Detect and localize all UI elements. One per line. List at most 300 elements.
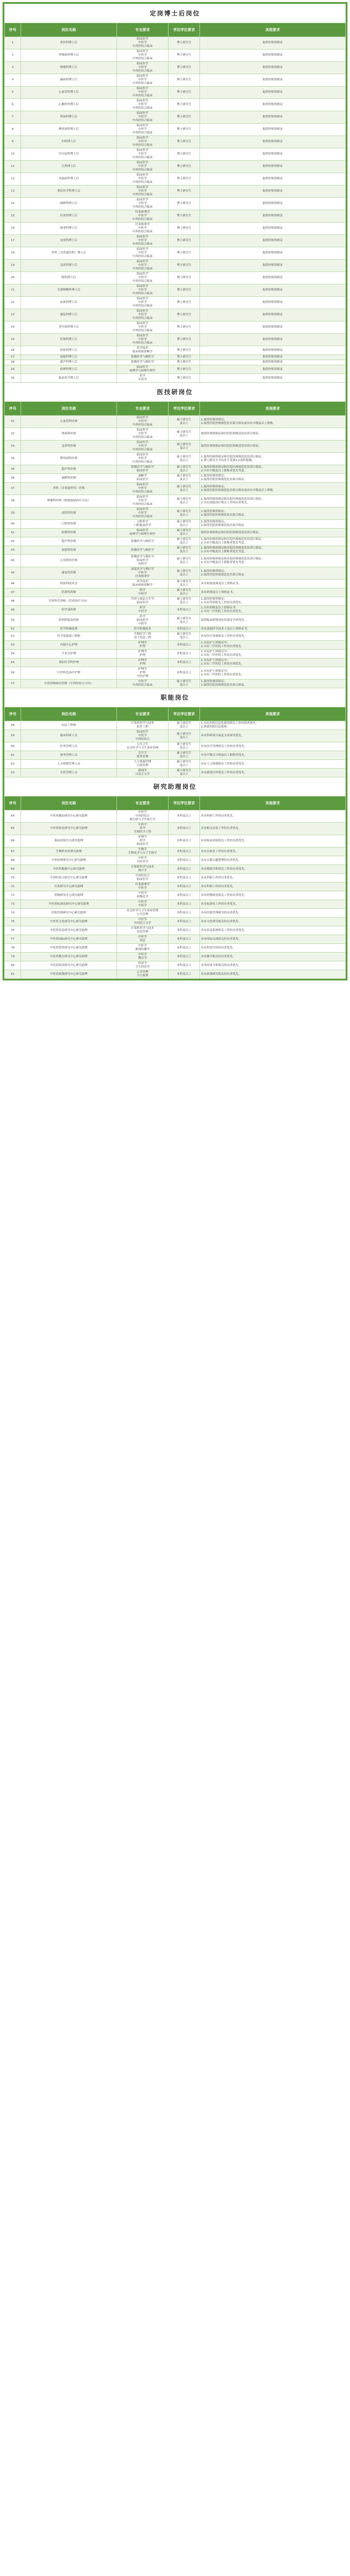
- seq-cell: 50: [5, 615, 21, 627]
- position-name-cell: 医学装备部工程师: [21, 632, 116, 641]
- other-requirement-cell: 1.取得医师资格证； 2.取得住院医师规范化培训合格证。: [199, 474, 345, 483]
- major-requirement-cell: 中医学 中西医结合临床: [116, 680, 169, 688]
- degree-requirement-cell: 博士研究生: [169, 124, 199, 136]
- seq-cell: 19: [5, 260, 21, 272]
- column-header: 岗位名称: [21, 796, 116, 810]
- degree-requirement-cell: 本科及以上: [169, 810, 199, 823]
- table-row: [5, 848, 346, 856]
- table-row: [5, 321, 346, 334]
- degree-requirement-cell: 本科及以上: [169, 883, 199, 891]
- other-requirement-cell: 取得医师资格证: [199, 111, 345, 124]
- major-requirement-cell: 护理学 护理 中医护理: [116, 667, 169, 680]
- position-name-cell: 急诊科博士后: [21, 260, 116, 272]
- seq-cell: 1: [5, 37, 21, 49]
- table-row: [5, 507, 346, 520]
- other-requirement-cell: 取得医师资格证: [199, 365, 345, 374]
- degree-requirement-cell: 博士研究生: [169, 49, 199, 62]
- other-requirement-cell: 1.取得医师资格证和住院医师规范化培训合格证； 2.博士研究生学历者不受第2点条件限制。: [199, 453, 345, 465]
- seq-cell: 22: [5, 297, 21, 309]
- seq-cell: 8: [5, 124, 21, 136]
- other-requirement-cell: 具有医院管理研究经历者优先。: [199, 909, 345, 918]
- degree-requirement-cell: 博士研究生: [169, 374, 199, 383]
- other-requirement-cell: 1.具有护士资格证书； 2.具有三甲医院工作经历者优先。: [199, 641, 345, 650]
- position-name-cell: 药物研发中心研究助理: [21, 891, 116, 900]
- table-header-row: [5, 23, 346, 37]
- table-row: [5, 520, 346, 529]
- seq-cell: 40: [5, 520, 21, 529]
- table-row: [5, 874, 346, 883]
- position-name-cell: 放射科博士后: [21, 355, 116, 360]
- column-header: 序号: [5, 707, 21, 721]
- position-name-cell: 超声科医师: [21, 465, 116, 474]
- degree-requirement-cell: 博士研究生: [169, 235, 199, 247]
- other-requirement-cell: 具有新闻宣传相关工作经历者优先。: [199, 769, 345, 777]
- section-title: 职能岗位: [5, 688, 346, 707]
- table-row: [5, 374, 346, 383]
- other-requirement-cell: 取得医师资格证: [199, 355, 345, 360]
- other-requirement-cell: 取得医师资格证: [199, 297, 345, 309]
- position-name-cell: 中医药数据中心研究助理: [21, 865, 116, 874]
- position-name-cell: 中医经典病房医师（中西医结合方向）: [21, 680, 116, 688]
- major-requirement-cell: 药学 中药学: [116, 374, 169, 383]
- position-name-cell: 肛肠科博士后: [21, 334, 116, 346]
- position-name-cell: 外科（含普通外科）博士后: [21, 247, 116, 260]
- recruitment-table-container: [3, 2, 347, 980]
- table-row: [5, 810, 346, 823]
- major-requirement-cell: 影像医学与核医学: [116, 546, 169, 555]
- major-requirement-cell: 临床医学 中医学 中西医结合临床: [116, 321, 169, 334]
- other-requirement-cell: 1.取得医师资格证和住院医师规范化培训合格证； 2.具有放射治疗相关工作经历者优先。: [199, 495, 345, 507]
- position-name-cell: 康复科博士后: [21, 309, 116, 321]
- table-row: [5, 606, 346, 615]
- seq-cell: 45: [5, 567, 21, 580]
- position-name-cell: 脾胃病科博士后: [21, 124, 116, 136]
- table-row: [5, 297, 346, 309]
- position-name-cell: 临床试验中心研究助理: [21, 835, 116, 848]
- column-header: 岗位名称: [21, 402, 116, 416]
- seq-cell: 41: [5, 529, 21, 537]
- position-name-cell: 急诊科医师: [21, 440, 116, 453]
- position-name-cell: 肿瘤科博士后: [21, 62, 116, 74]
- degree-requirement-cell: 博士研究生: [169, 173, 199, 185]
- other-requirement-cell: 1.取得医师资格证和住院医师规范化培训合格证； 2.具有中级及以上职称者优先考虑。: [199, 555, 345, 567]
- table-row: [5, 474, 346, 483]
- other-requirement-cell: 具有临床试验相关工作经历者优先。: [199, 835, 345, 848]
- seq-cell: 35: [5, 465, 21, 474]
- major-requirement-cell: 临床医学 中医学 中西医结合临床: [116, 185, 169, 198]
- major-requirement-cell: 影像医学与核医学 临床医学: [116, 465, 169, 474]
- seq-cell: 13: [5, 185, 21, 198]
- other-requirement-cell: 取得医师资格证: [199, 321, 345, 334]
- degree-requirement-cell: 博士研究生: [169, 185, 199, 198]
- degree-requirement-cell: 本科及以上: [169, 961, 199, 970]
- major-requirement-cell: 中医学 中医史学: [116, 856, 169, 865]
- table-row: [5, 909, 346, 918]
- table-row: [5, 223, 346, 235]
- major-requirement-cell: 新闻学 汉语言文学: [116, 769, 169, 777]
- table-row: [5, 944, 346, 953]
- position-name-cell: 心血管科医师: [21, 416, 116, 428]
- position-name-cell: 妇科博士后: [21, 136, 116, 148]
- table-row: [5, 453, 346, 465]
- seq-cell: 59: [5, 730, 21, 742]
- seq-cell: 32: [5, 428, 21, 440]
- degree-requirement-cell: 硕士研究生 及以上: [169, 742, 199, 751]
- position-name-cell: 中医药科普研究中心研究助理: [21, 944, 116, 953]
- table-row: [5, 926, 346, 935]
- other-requirement-cell: 1.取得医师资格证和住院医师规范化培训合格证； 2.具有中级及以上职称者优先考虑。: [199, 546, 345, 555]
- major-requirement-cell: 中医学 教育学: [116, 953, 169, 961]
- position-name-cell: 骨伤科博士后: [21, 37, 116, 49]
- seq-cell: 38: [5, 495, 21, 507]
- position-name-cell: 中医药转化研究中心研究助理: [21, 823, 116, 835]
- other-requirement-cell: 取得医师资格证: [199, 173, 345, 185]
- major-requirement-cell: 临床医学 中医学 中西医结合临床: [116, 49, 169, 62]
- table-row: [5, 99, 346, 111]
- table-row: [5, 185, 346, 198]
- table-row: [5, 760, 346, 769]
- degree-requirement-cell: 硕士研究生 及以上: [169, 483, 199, 495]
- column-header: 其他要求: [199, 402, 345, 416]
- table-row: [5, 495, 346, 507]
- seq-cell: 36: [5, 474, 21, 483]
- seq-cell: 24: [5, 321, 21, 334]
- major-requirement-cell: 临床医学 中医学 中西医结合临床: [116, 74, 169, 87]
- seq-cell: 2: [5, 49, 21, 62]
- position-name-cell: 外科（含普通外科）医师: [21, 483, 116, 495]
- seq-cell: 55: [5, 658, 21, 667]
- seq-cell: 53: [5, 641, 21, 650]
- position-name-cell: 呼吸病科博士后: [21, 49, 116, 62]
- major-requirement-cell: 计算机科学与技术 信息管理: [116, 926, 169, 935]
- seq-cell: 51: [5, 627, 21, 632]
- other-requirement-cell: 取得医师资格证: [199, 198, 345, 210]
- other-requirement-cell: 1.取得医师资格证； 2.取得住院医师规范化培训合格证。: [199, 567, 345, 580]
- table-row: [5, 428, 346, 440]
- major-requirement-cell: 针灸推拿学 中医学 中西医结合临床: [116, 210, 169, 223]
- table-row: [5, 658, 346, 667]
- seq-cell: 6: [5, 99, 21, 111]
- other-requirement-cell: 具有相关实验工作经历者优先。: [199, 823, 345, 835]
- major-requirement-cell: 临床医学 中医学 中西医结合临床: [116, 428, 169, 440]
- other-requirement-cell: 具有医疗设备相关工作经历者优先。: [199, 632, 345, 641]
- degree-requirement-cell: 博士研究生: [169, 309, 199, 321]
- major-requirement-cell: 临床医学 中医学 中西医结合临床: [116, 483, 169, 495]
- column-header: 专业要求: [116, 796, 169, 810]
- degree-requirement-cell: 博士研究生: [169, 210, 199, 223]
- table-row: [5, 632, 346, 641]
- seq-cell: 48: [5, 597, 21, 606]
- column-header: 专业要求: [116, 23, 169, 37]
- seq-cell: 66: [5, 835, 21, 848]
- major-requirement-cell: 经济学 卫生经济学: [116, 961, 169, 970]
- major-requirement-cell: 医学影像技术: [116, 627, 169, 632]
- major-requirement-cell: 影像医学与核医学: [116, 537, 169, 546]
- seq-cell: 79: [5, 953, 21, 961]
- table-row: [5, 247, 346, 260]
- major-requirement-cell: 临床医学 中医学 中西医结合临床: [116, 334, 169, 346]
- table-row: [5, 856, 346, 865]
- major-requirement-cell: 中医学 中国语言文学: [116, 918, 169, 926]
- position-name-cell: 中医药文化研究中心研究助理: [21, 918, 116, 926]
- degree-requirement-cell: 硕士研究生 及以上: [169, 529, 199, 537]
- position-name-cell: 麻醉科博士后: [21, 198, 116, 210]
- column-header: 序号: [5, 23, 21, 37]
- seq-cell: 15: [5, 210, 21, 223]
- other-requirement-cell: 具有检验技师及以上资格证书。: [199, 580, 345, 588]
- major-requirement-cell: 口腔医学 口腔临床医学: [116, 520, 169, 529]
- other-requirement-cell: 取得临床药师岗位培训证书者优先。: [199, 615, 345, 627]
- major-requirement-cell: 护理学 护理: [116, 650, 169, 658]
- seq-cell: 26: [5, 346, 21, 355]
- major-requirement-cell: 临床医学 中医学 中西医结合临床: [116, 173, 169, 185]
- degree-requirement-cell: 硕士研究生 及以上: [169, 416, 199, 428]
- seq-cell: 5: [5, 87, 21, 99]
- seq-cell: 58: [5, 721, 21, 730]
- major-requirement-cell: 公共卫生 社会医学与卫生事业管理: [116, 742, 169, 751]
- column-header: 学历学位要求: [169, 402, 199, 416]
- position-name-cell: 针灸研究中心研究助理: [21, 883, 116, 891]
- degree-requirement-cell: 博士研究生: [169, 223, 199, 235]
- seq-cell: 17: [5, 235, 21, 247]
- seq-cell: 27: [5, 355, 21, 360]
- seq-cell: 34: [5, 453, 21, 465]
- other-requirement-cell: 具有经济分析相关经历者优先。: [199, 961, 345, 970]
- other-requirement-cell: 1.取得医师资格证； 2.取得住院医师规范化培训合格证。: [199, 680, 345, 688]
- degree-requirement-cell: 本科及以上: [169, 909, 199, 918]
- degree-requirement-cell: 硕士研究生 及以上: [169, 567, 199, 580]
- seq-cell: 74: [5, 909, 21, 918]
- degree-requirement-cell: 硕士研究生 及以上: [169, 680, 199, 688]
- major-requirement-cell: 临床医学 中医学 中西医结合临床: [116, 507, 169, 520]
- major-requirement-cell: 护理学 护理: [116, 658, 169, 667]
- other-requirement-cell: 1.具有护士资格证书； 2.具有三甲医院工作经历者优先。: [199, 650, 345, 658]
- other-requirement-cell: 具有教学相关经历者优先。: [199, 953, 345, 961]
- major-requirement-cell: 药学 中药学: [116, 606, 169, 615]
- major-requirement-cell: 临床医学 中医学 中西医结合临床: [116, 124, 169, 136]
- degree-requirement-cell: 博士研究生: [169, 247, 199, 260]
- table-row: [5, 124, 346, 136]
- seq-cell: 81: [5, 970, 21, 979]
- major-requirement-cell: 护理学 护理: [116, 641, 169, 650]
- column-header: 序号: [5, 402, 21, 416]
- section-title: 医技研岗位: [5, 383, 346, 402]
- seq-cell: 3: [5, 62, 21, 74]
- degree-requirement-cell: 博士研究生: [169, 334, 199, 346]
- other-requirement-cell: 取得医师资格证: [199, 284, 345, 297]
- degree-requirement-cell: 本科及以上: [169, 606, 199, 615]
- degree-requirement-cell: 硕士研究生 及以上: [169, 465, 199, 474]
- table-row: [5, 62, 346, 74]
- seq-cell: 43: [5, 546, 21, 555]
- major-requirement-cell: 会计学 财务管理: [116, 751, 169, 760]
- degree-requirement-cell: 本科及以上: [169, 848, 199, 856]
- other-requirement-cell: 1.取得医师资格证； 2.取得住院医师规范化培训合格证或具有中级及以上职称。: [199, 483, 345, 495]
- other-requirement-cell: 具有药师及以上资格证书。: [199, 588, 345, 597]
- position-name-cell: 眼科博士后: [21, 272, 116, 284]
- degree-requirement-cell: 博士研究生: [169, 161, 199, 173]
- table-row: [5, 546, 346, 555]
- table-row: [5, 555, 346, 567]
- section-title: 定岗博士后岗位: [5, 4, 346, 23]
- degree-requirement-cell: 硕士研究生 及以上: [169, 588, 199, 597]
- table-row: [5, 529, 346, 537]
- column-header: 其他要求: [199, 707, 345, 721]
- major-requirement-cell: 人力资源管理 行政管理: [116, 760, 169, 769]
- degree-requirement-cell: 硕士研究生 及以上: [169, 580, 199, 588]
- table-row: [5, 865, 346, 874]
- seq-cell: 31: [5, 416, 21, 428]
- other-requirement-cell: 取得医师资格证: [199, 99, 345, 111]
- degree-requirement-cell: 博士研究生: [169, 360, 199, 365]
- major-requirement-cell: 临床医学 中医学 中西医结合临床: [116, 62, 169, 74]
- major-requirement-cell: 生物医学工程 电子信息工程: [116, 632, 169, 641]
- major-requirement-cell: 中医学 中药学: [116, 900, 169, 909]
- column-header: 专业要求: [116, 402, 169, 416]
- table-row: [5, 260, 346, 272]
- table-row: [5, 148, 346, 161]
- table-row: [5, 284, 346, 297]
- other-requirement-cell: 1.具有医院信息化建设相关工作经验者优先； 2.熟悉医院信息系统。: [199, 721, 345, 730]
- seq-cell: 70: [5, 874, 21, 883]
- table-row: [5, 970, 346, 979]
- seq-cell: 46: [5, 580, 21, 588]
- other-requirement-cell: 取得医师资格证: [199, 37, 345, 49]
- degree-requirement-cell: 博士研究生: [169, 99, 199, 111]
- major-requirement-cell: 中医学 中西医结合 流行病与卫生统计学: [116, 810, 169, 823]
- major-requirement-cell: 麻醉学 临床医学: [116, 474, 169, 483]
- position-name-cell: 药学部药师: [21, 606, 116, 615]
- seq-cell: 57: [5, 680, 21, 688]
- major-requirement-cell: 影像医学与核医学 临床医学 内科学: [116, 555, 169, 567]
- position-name-cell: 营养科营养师（营养治疗方向）: [21, 597, 116, 606]
- column-header: 其他要求: [199, 23, 345, 37]
- seq-cell: 72: [5, 891, 21, 900]
- seq-cell: 4: [5, 74, 21, 87]
- major-requirement-cell: 医学技术 临床检验诊断学: [116, 346, 169, 355]
- major-requirement-cell: 公共管理 卫生政策: [116, 970, 169, 979]
- other-requirement-cell: 取得医师资格证: [199, 136, 345, 148]
- major-requirement-cell: 针灸推拿学 中医学: [116, 883, 169, 891]
- seq-cell: 44: [5, 555, 21, 567]
- table-row: [5, 272, 346, 284]
- degree-requirement-cell: 本科及以上: [169, 823, 199, 835]
- table-row: [5, 365, 346, 374]
- position-name-cell: 老年病科博士后: [21, 321, 116, 334]
- seq-cell: 7: [5, 111, 21, 124]
- other-requirement-cell: 1.取得医师资格证； 2.取得住院医师规范化培训合格证。: [199, 520, 345, 529]
- degree-requirement-cell: 硕士研究生 及以上: [169, 760, 199, 769]
- major-requirement-cell: 临床医学 中医学 中西医结合临床: [116, 111, 169, 124]
- major-requirement-cell: 临床医学 中医学 中西医结合临床: [116, 284, 169, 297]
- seq-cell: 18: [5, 247, 21, 260]
- position-name-cell: 信息工程师: [21, 721, 116, 730]
- major-requirement-cell: 临床医学 中医学 中西医结合临床: [116, 440, 169, 453]
- major-requirement-cell: 临床医学 中医学 中西医结合临床: [116, 37, 169, 49]
- major-requirement-cell: 临床医学 中医学 中西医结合临床: [116, 247, 169, 260]
- position-name-cell: 肾病科医师: [21, 428, 116, 440]
- degree-requirement-cell: 博士研究生: [169, 136, 199, 148]
- degree-requirement-cell: 硕士研究生 及以上: [169, 632, 199, 641]
- table-row: [5, 650, 346, 658]
- table-row: [5, 883, 346, 891]
- other-requirement-cell: 取得医师资格证: [199, 334, 345, 346]
- other-requirement-cell: 取得医师资格证和住院医师规范化培训合格证。: [199, 428, 345, 440]
- other-requirement-cell: 具有科研工作经历者优先。: [199, 810, 345, 823]
- degree-requirement-cell: 硕士研究生 及以上: [169, 495, 199, 507]
- other-requirement-cell: 1.取得医师资格证； 2.取得住院医师规范化培训合格证或具有中级及以上职称。: [199, 416, 345, 428]
- position-name-cell: 中医经典研究中心研究助理: [21, 856, 116, 865]
- seq-cell: 12: [5, 173, 21, 185]
- other-requirement-cell: 取得医师资格证: [199, 223, 345, 235]
- position-name-cell: 药剂科药师: [21, 588, 116, 597]
- degree-requirement-cell: 硕士研究生 及以上: [169, 520, 199, 529]
- other-requirement-cell: 取得医师资格证: [199, 346, 345, 355]
- other-requirement-cell: 取得医师资格证: [199, 272, 345, 284]
- seq-cell: 37: [5, 483, 21, 495]
- seq-cell: 23: [5, 309, 21, 321]
- major-requirement-cell: 影像医学与核医学: [116, 355, 169, 360]
- other-requirement-cell: 取得医师资格证: [199, 148, 345, 161]
- seq-cell: 61: [5, 751, 21, 760]
- seq-cell: 71: [5, 883, 21, 891]
- degree-requirement-cell: 本科及以上: [169, 874, 199, 883]
- table-row: [5, 567, 346, 580]
- major-requirement-cell: 中药学 药学 生物医学工程: [116, 823, 169, 835]
- degree-requirement-cell: 本科及以上: [169, 970, 199, 979]
- major-requirement-cell: 中医学 英语: [116, 935, 169, 944]
- degree-requirement-cell: 硕士研究生 及以上: [169, 537, 199, 546]
- position-name-cell: 中医药政策研究中心研究助理: [21, 970, 116, 979]
- seq-cell: 78: [5, 944, 21, 953]
- position-name-cell: 心血管科博士后: [21, 87, 116, 99]
- major-requirement-cell: 临床医学 中医学 中西医结合临床: [116, 87, 169, 99]
- other-requirement-cell: 取得医师资格证: [199, 124, 345, 136]
- other-requirement-cell: 具有文化研究相关经历者优先。: [199, 918, 345, 926]
- seq-cell: 11: [5, 161, 21, 173]
- position-name-cell: 病理科医师: [21, 529, 116, 537]
- major-requirement-cell: 临床医学 中医学 中西医结合临床: [116, 198, 169, 210]
- other-requirement-cell: 1.取得医师资格证； 2.取得住院医师规范化培训合格证。: [199, 507, 345, 520]
- position-name-cell: 中医药信息研究中心研究助理: [21, 926, 116, 935]
- other-requirement-cell: 1.取得医师资格证和住院医师规范化培训合格证； 2.具有中级及以上职称者优先考虑。: [199, 537, 345, 546]
- seq-cell: 75: [5, 918, 21, 926]
- table-row: [5, 667, 346, 680]
- position-name-cell: 中医特色治疗护理: [21, 667, 116, 680]
- other-requirement-cell: 取得医师资格证和住院医师规范化培训合格证。: [199, 440, 345, 453]
- column-header: 学历学位要求: [169, 707, 199, 721]
- major-requirement-cell: 社会医学与卫生事业管理 公共管理: [116, 909, 169, 918]
- position-name-cell: 康复科医师: [21, 567, 116, 580]
- table-row: [5, 483, 346, 495]
- recruitment-table: [4, 4, 346, 979]
- position-name-cell: 中医药标准化研究中心研究助理: [21, 900, 116, 909]
- degree-requirement-cell: 本科及以上: [169, 935, 199, 944]
- position-name-cell: 脾胃病科医师: [21, 453, 116, 465]
- major-requirement-cell: 护理学 药学 临床医学: [116, 835, 169, 848]
- seq-cell: 52: [5, 632, 21, 641]
- degree-requirement-cell: 本科及以上: [169, 891, 199, 900]
- position-name-cell: 皮肤科医师: [21, 507, 116, 520]
- position-name-cell: 针灸科博士后: [21, 210, 116, 223]
- position-name-cell: 中西医结合研究中心研究助理: [21, 874, 116, 883]
- other-requirement-cell: 具有政策研究相关经历者优先。: [199, 970, 345, 979]
- position-name-cell: 肿瘤科医师（肿瘤放射治疗方向）: [21, 495, 116, 507]
- degree-requirement-cell: 博士研究生: [169, 148, 199, 161]
- major-requirement-cell: 中药学 药物化学: [116, 891, 169, 900]
- table-row: [5, 953, 346, 961]
- degree-requirement-cell: 本科及以上: [169, 650, 199, 658]
